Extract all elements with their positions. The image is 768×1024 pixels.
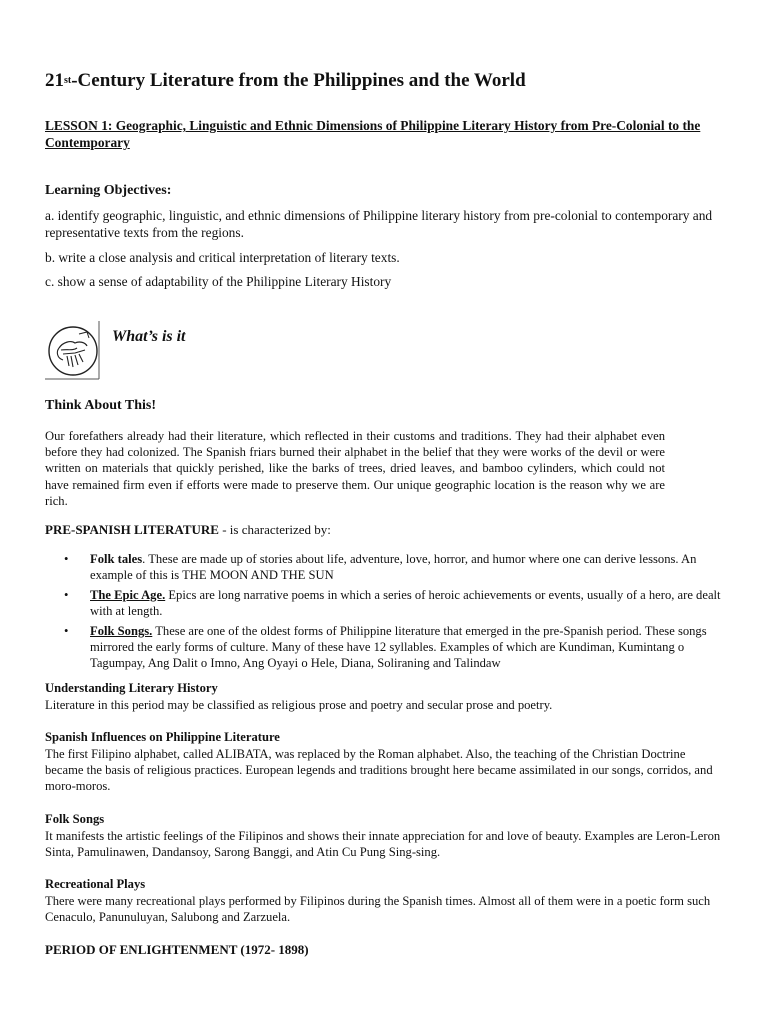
objective-c: c. show a sense of adaptability of the Philippine Literary History — [45, 274, 392, 289]
title-number: 21 — [45, 70, 64, 91]
list-item — [62, 623, 726, 671]
section-heading-recreational-plays: Recreational Plays — [45, 877, 146, 891]
list-item-term: Folk tales — [90, 552, 143, 566]
pre-spanish-line — [45, 522, 331, 538]
title-ordinal-suffix: st — [64, 75, 72, 86]
pre-spanish-list — [62, 551, 726, 675]
section-heading-literary-history: Understanding Literary History — [45, 681, 218, 695]
think-heading: Think About This! — [45, 398, 157, 413]
objectives-heading: Learning Objectives: — [45, 183, 172, 198]
document-title — [45, 70, 526, 92]
whats-it-label: What’s is it — [112, 328, 186, 345]
title-text: -Century Literature from the Philippines and the World — [71, 70, 526, 91]
hand-drawing-icon — [45, 320, 101, 380]
section-heading-spanish-influences: Spanish Influences on Philippine Literature — [45, 730, 280, 744]
list-item-text: . These are made up of stories about life, adventure, love, horror, and humor where one can derive lessons. An example of this is THE MOON AND THE SUN — [90, 552, 697, 582]
objective-b: b. write a close analysis and critical interpretation of literary texts. — [45, 250, 400, 265]
section-heading-folk-songs: Folk Songs — [45, 812, 105, 826]
bullet-icon: • — [64, 552, 69, 566]
period-heading: PERIOD OF ENLIGHTENMENT (1972- 1898) — [45, 942, 309, 957]
bullet-icon: • — [64, 624, 69, 638]
list-item-text: These are one of the oldest forms of Philippine literature that emerged in the pre-Spanish period. These songs mirrored the early forms of culture. Many of these have 12 syllables. Examples of which are Kundiman, Kumintang o Tagumpay, Ang Dalit o Imno, Ang Oyayi o Hele, Diana, Soliraning and Talindaw — [90, 624, 707, 670]
section-body-literary-history: Literature in this period may be classified as religious prose and poetry and secular prose and poetry. — [45, 698, 553, 712]
objective-a: a. identify geographic, linguistic, and ethnic dimensions of Philippine literary history from pre-colonial to contemporary and representative texts from the regions. — [45, 208, 713, 240]
section-body-spanish-influences: The first Filipino alphabet, called ALIBATA, was replaced by the Roman alphabet. Also, the teaching of the Christian Doctrine became the basis of religious practices. European legends and traditions brought here became assimilated in our songs, corridos, and moro-moros. — [45, 747, 713, 793]
list-item-term: The Epic Age. — [90, 588, 166, 602]
bullet-icon: • — [64, 588, 69, 602]
pre-spanish-suffix: - is characterized by: — [218, 522, 331, 537]
list-item — [62, 587, 726, 619]
section-body-folk-songs: It manifests the artistic feelings of the Filipinos and shows their innate appreciation for and love of beauty. Examples are Leron-Leron Sinta, Pamulinawen, Dandansoy, Sarong Banggi, and Atin Cu Pung Sing-sing. — [45, 829, 721, 859]
think-paragraph: Our forefathers already had their literature, which reflected in their customs and traditions. They had their alphabet even before they had colonized. The Spanish friars burned their alphabet in the belief that they were works of the devil or were written on materials that quickly perished, like the barks of trees, dried leaves, and bamboo cylinders, which could not have remained firm even if efforts were made to preserve them. Our unique geographic location is the reason why we are rich. — [45, 429, 665, 508]
pre-spanish-label: PRE-SPANISH LITERATURE — [45, 522, 219, 537]
lesson-heading: LESSON 1: Geographic, Linguistic and Ethnic Dimensions of Philippine Literary History from Pre-Colonial to the Contemporary — [45, 118, 701, 150]
section-body-recreational-plays: There were many recreational plays performed by Filipinos during the Spanish times. Almost all of them were in a poetic form such Cenaculo, Panunuluyan, Salubong and Zarzuela. — [45, 894, 711, 924]
list-item-term: Folk Songs. — [90, 624, 153, 638]
list-item — [62, 551, 726, 583]
list-item-text: Epics are long narrative poems in which a series of heroic achievements or events, usually of a hero, are dealt with at length. — [90, 588, 721, 618]
